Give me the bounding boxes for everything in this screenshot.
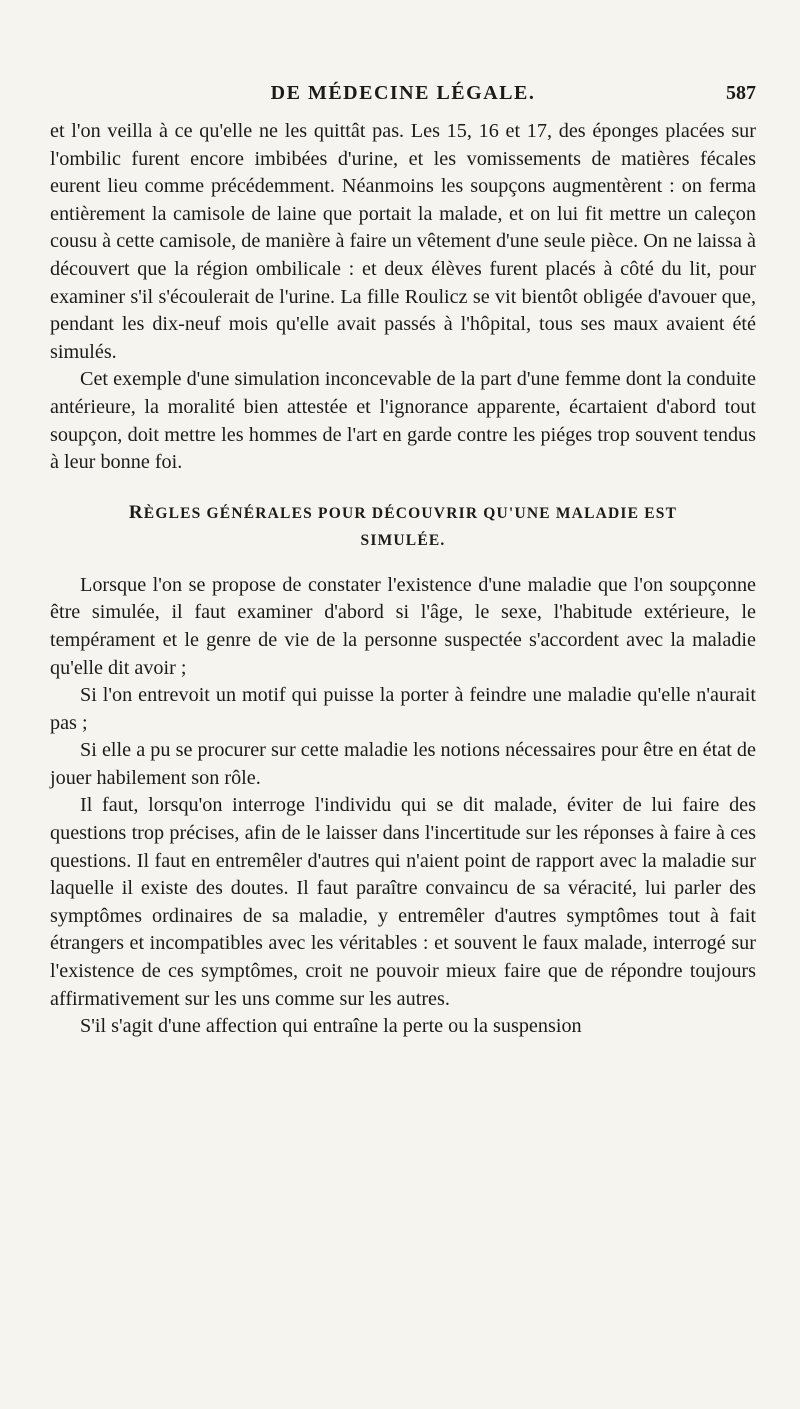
section-heading-line1: ÈGLES GÉNÉRALES POUR DÉCOUVRIR QU'UNE MALADIE EST	[143, 504, 678, 522]
page-number: 587	[726, 82, 756, 104]
paragraph-7: S'il s'agit d'une affection qui entraîne la perte ou la suspension	[80, 1015, 582, 1038]
paragraph-2: Cet exemple d'une simulation inconcevable de la part d'une femme dont la conduite antérieure, la moralité bien attestée et l'ignorance apparente, écartaient d'abord tout soupçon, doit mettre les hommes de l'art en garde contre les piéges trop souvent tendus à leur bonne foi.	[50, 368, 756, 474]
paragraph-4: Si l'on entrevoit un motif qui puisse la porter à feindre une maladie qu'elle n'aurait pas ;	[50, 684, 756, 734]
running-title: DE MÉDECINE LÉGALE.	[270, 82, 536, 104]
section-heading	[50, 499, 756, 554]
paragraph-1: et l'on veilla à ce qu'elle ne les quittât pas. Les 15, 16 et 17, des éponges placées sur l'ombilic furent encore imbibées d'urine, et les vomissements de matières fécales eurent lieu comme précédemment. Néanmoins les soupçons augmentèrent : on ferma entièrement la camisole de laine que portait la malade, et on lui fit mettre un caleçon cousu à cette camisole, de manière à faire un vêtement d'une seule pièce. On ne laissa à découvert que la région ombilicale : et deux élèves furent placés à côté du lit, pour examiner s'il s'écoulerait de l'urine. La fille Roulicz se vit bientôt obligée d'avouer que, pendant les dix-neuf mois qu'elle avait passés à l'hôpital, tous ses maux avaient été simulés.	[50, 120, 756, 363]
section-heading-line2: SIMULÉE.	[360, 531, 446, 549]
paragraph-3: Lorsque l'on se propose de constater l'existence d'une maladie que l'on soupçonne être simulée, il faut examiner d'abord si l'âge, le sexe, l'habitude extérieure, le tempérament et le genre de vie de la personne suspectée s'accordent avec la maladie qu'elle dit avoir ;	[50, 573, 756, 679]
section-heading-initial: R	[128, 501, 144, 523]
running-head	[50, 82, 756, 112]
body-text	[50, 118, 756, 1041]
paragraph-6: Il faut, lorsqu'on interroge l'individu qui se dit malade, éviter de lui faire des questions trop précises, afin de le laisser dans l'incertitude sur les réponses à faire à ces questions. Il faut en entremêler d'autres qui n'aient point de rapport avec la maladie sur laquelle il existe des doutes. Il faut paraître convaincu de sa véracité, lui parler des symptômes ordinaires de sa maladie, y entremêler d'autres symptômes tout à fait étrangers et incompatibles avec les véritables : et souvent le faux malade, interrogé sur l'existence de ces symptômes, croit ne pouvoir mieux faire que de répondre toujours affirmativement sur les uns comme sur les autres.	[50, 794, 756, 1010]
paragraph-5: Si elle a pu se procurer sur cette maladie les notions nécessaires pour être en état de jouer habilement son rôle.	[50, 739, 756, 789]
